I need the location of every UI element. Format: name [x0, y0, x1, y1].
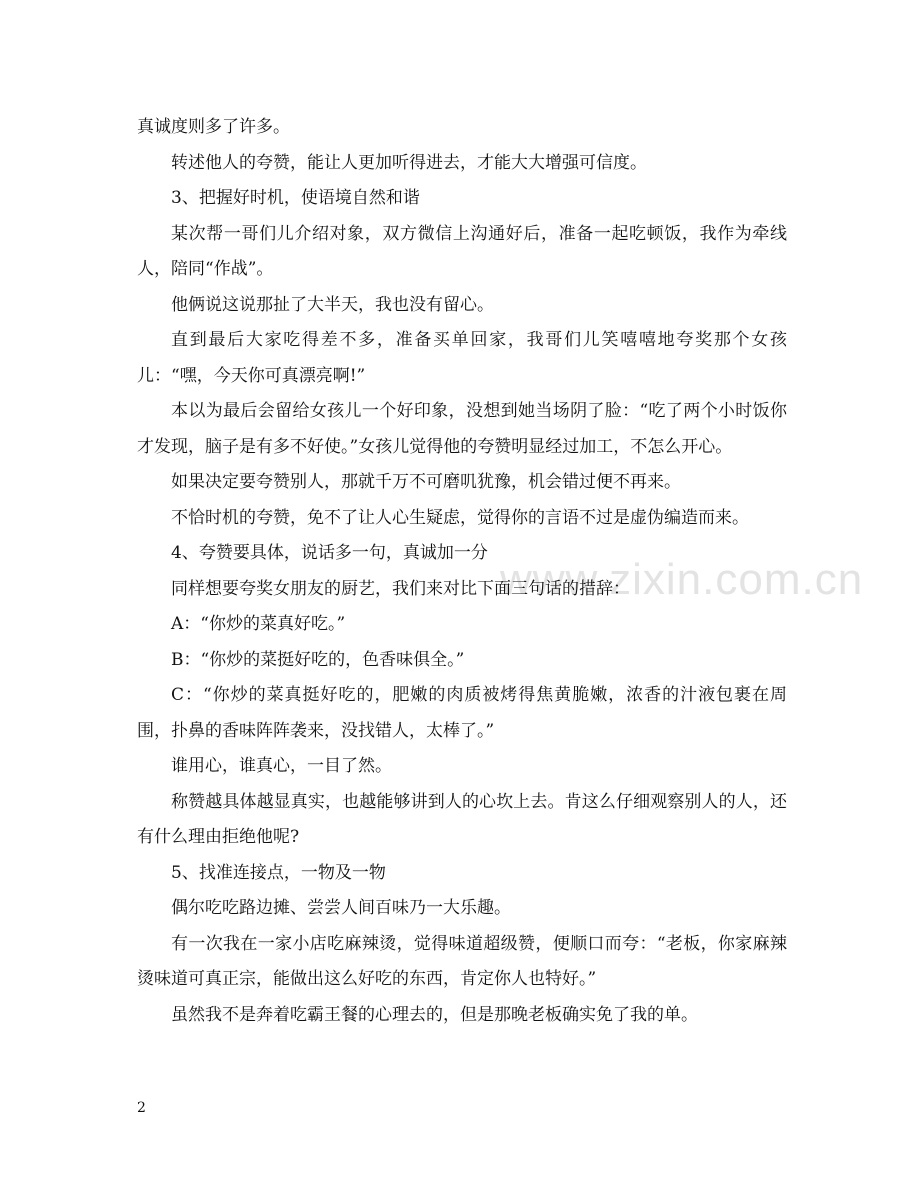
paragraph: 直到最后大家吃得差不多，准备买单回家，我哥们儿笑嘻嘻地夸奖那个女孩儿：“嘿，今天你可真漂亮啊!” — [137, 330, 787, 386]
paragraph: 谁用心，谁真心，一目了然。 — [171, 756, 392, 776]
watermark: www.zixin.com.cn — [500, 555, 864, 604]
paragraph: 称赞越具体越显真实，也越能够讲到人的心坎上去。肯这么仔细观察别人的人，还有什么理由拒绝他呢? — [137, 791, 787, 847]
paragraph: 同样想要夸奖女朋友的厨艺，我们来对比下面三句话的措辞： — [171, 578, 630, 599]
paragraph: 虽然我不是奔着吃霸王餐的心理去的，但是那晚老板确实免了我的单。 — [171, 1004, 698, 1025]
paragraph: 5、找准连接点，一物及一物 — [171, 862, 386, 883]
paragraph: A：“你炒的菜真好吃。” — [171, 614, 346, 634]
document-body — [137, 110, 787, 1033]
paragraph: 如果决定要夸赞别人，那就千万不可磨叽犹豫，机会错过便不再来。 — [171, 472, 681, 492]
paragraph: 偶尔吃吃路边摊、尝尝人间百味乃一大乐趣。 — [171, 898, 511, 918]
paragraph: 转述他人的夸赞，能让人更加听得进去，才能大大增强可信度。 — [171, 152, 647, 173]
paragraph: B：“你炒的菜挺好吃的，色香味俱全。” — [171, 649, 465, 670]
page-number: 2 — [137, 1100, 146, 1116]
paragraph: 3、把握好时机，使语境自然和谐 — [171, 188, 420, 208]
paragraph: C：“你炒的菜真挺好吃的，肥嫩的肉质被烤得焦黄脆嫩，浓香的汁液包裹在周围，扑鼻的香味阵阵袭来，没找错人，太棒了。” — [137, 685, 787, 741]
paragraph: 某次帮一哥们儿介绍对象，双方微信上沟通好后，准备一起吃顿饭，我作为牵线人，陪同“作战”。 — [137, 223, 787, 279]
paragraph: 真诚度则多了许多。 — [137, 117, 290, 137]
paragraph: 不恰时机的夸赞，免不了让人心生疑虑，觉得你的言语不过是虚伪编造而来。 — [171, 507, 749, 528]
paragraph: 有一次我在一家小店吃麻辣烫，觉得味道超级赞，便顺口而夸：“老板，你家麻辣烫味道可真正宗，能做出这么好吃的东西，肯定你人也特好。” — [137, 933, 787, 989]
paragraph: 本以为最后会留给女孩儿一个好印象，没想到她当场阴了脸：“吃了两个小时饭你才发现，脑子是有多不好使。”女孩儿觉得他的夸赞明显经过加工，不怎么开心。 — [137, 401, 787, 457]
paragraph: 4、夸赞要具体，说话多一句，真诚加一分 — [171, 543, 488, 563]
paragraph: 他俩说这说那扯了大半天，我也没有留心。 — [171, 294, 494, 315]
